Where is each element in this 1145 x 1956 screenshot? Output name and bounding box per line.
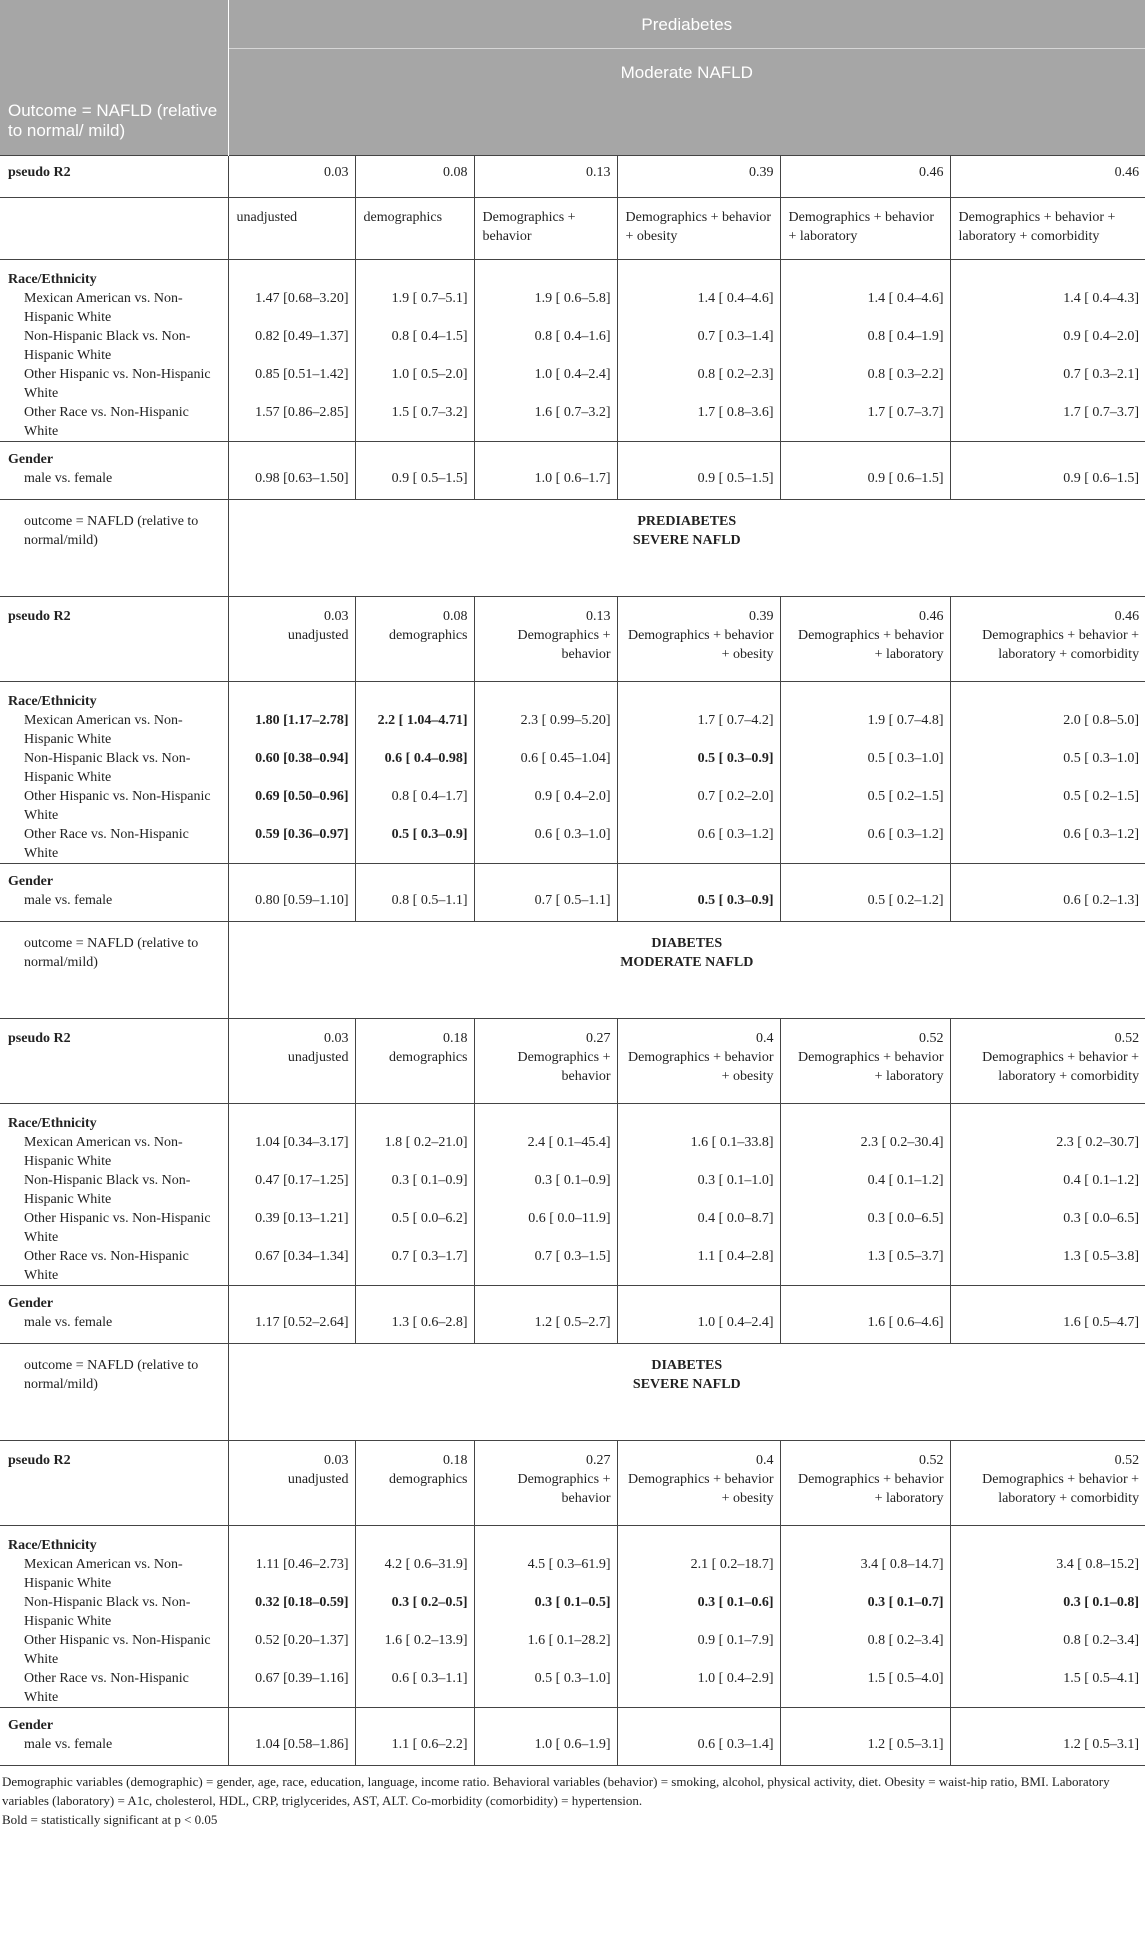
- cell-value: 0.39 [0.13–1.21]: [228, 1209, 355, 1247]
- cell-value: 0.9 [ 0.4–2.0]: [474, 787, 617, 825]
- cell-value: 0.59 [0.36–0.97]: [228, 825, 355, 864]
- cell-value: 0.6 [ 0.4–0.98]: [355, 749, 474, 787]
- gender-label: Gender: [0, 442, 228, 470]
- cell-value: 0.7 [ 0.3–2.1]: [1063, 367, 1140, 382]
- row-label: Mexican American vs. Non-Hispanic White: [0, 1133, 228, 1171]
- cell-value: 1.80 [1.17–2.78]: [228, 711, 355, 749]
- cell-value: 2.3 [ 0.99–5.20]: [474, 711, 617, 749]
- r2-value: 0.46: [780, 156, 950, 198]
- cell-value: 0.7 [ 0.3–1.7]: [355, 1247, 474, 1286]
- cell-value: 0.9 [ 0.1–7.9]: [617, 1631, 780, 1669]
- severity-header: Moderate NAFLD: [228, 49, 1145, 156]
- cell-value: 0.69 [0.50–0.96]: [228, 787, 355, 825]
- cell-value: 1.8 [ 0.2–21.0]: [355, 1133, 474, 1171]
- cell-value: 1.6 [ 0.2–13.9]: [355, 1631, 474, 1669]
- cell-value: 1.57 [0.86–2.85]: [228, 403, 355, 442]
- cell-value: 0.32 [0.18–0.59]: [228, 1593, 355, 1631]
- cell-value: 1.9 [ 0.7–5.1]: [355, 289, 474, 327]
- model-name: Demographics + behavior: [517, 1472, 611, 1506]
- cell-value: 1.7 [ 0.8–3.6]: [617, 403, 780, 442]
- model-name: unadjusted: [287, 1472, 349, 1487]
- model-name: Demographics + behavior + laboratory + comorbidity: [982, 1472, 1140, 1506]
- model-name: demographics: [355, 198, 474, 260]
- r2-value: 0.03: [324, 1031, 349, 1046]
- cell-value: 0.7 [ 0.2–2.0]: [617, 787, 780, 825]
- cell-value: 0.3 [ 0.1–0.5]: [474, 1593, 617, 1631]
- cell-value: 1.9 [ 0.6–5.8]: [474, 289, 617, 327]
- cell-value: 1.0 [ 0.5–2.0]: [355, 365, 474, 403]
- cell-value: 1.2 [ 0.5–2.7]: [474, 1313, 617, 1344]
- cell-value: 1.7 [ 0.7–3.7]: [950, 403, 1145, 442]
- group-header: Prediabetes: [228, 0, 1145, 49]
- r2-value: 0.27: [586, 1031, 611, 1046]
- r2-value: 0.39: [617, 156, 780, 198]
- cell-value: 1.6 [ 0.1–28.2]: [474, 1631, 617, 1669]
- cell-value: 0.4 [ 0.1–1.2]: [1063, 1173, 1140, 1188]
- footnote-variables: Demographic variables (demographic) = gender, age, race, education, language, income ratio. Behavioral variables (behavior) = smoking, alcohol, physical activity, diet. Obesity = waist-hip ratio, BMI. Laboratory variables (laboratory) = A1c, cholesterol, HDL, CRP, triglycerides, AST, ALT. Co-morbidity (comorbidity) = hypertension.: [2, 1774, 1110, 1808]
- table-row: [0, 711, 1145, 749]
- row-label: male vs. female: [0, 469, 228, 500]
- cell-value: 0.9 [ 0.5–1.5]: [617, 469, 780, 500]
- r2-value: 0.39: [749, 609, 774, 624]
- cell-value: 0.8 [ 0.4–1.6]: [474, 327, 617, 365]
- r2-value: 0.08: [443, 609, 468, 624]
- row-label: male vs. female: [0, 1735, 228, 1766]
- pseudo-r2-row: [0, 1019, 1145, 1104]
- model-name: Demographics + behavior + obesity: [627, 1050, 774, 1084]
- cell-value: 0.8 [ 0.4–1.5]: [355, 327, 474, 365]
- cell-value: 0.8 [ 0.4–1.9]: [780, 327, 950, 365]
- model-name: demographics: [388, 628, 468, 643]
- gender-label: Gender: [0, 1708, 228, 1736]
- model-names-row: [0, 198, 1145, 260]
- row-label: Mexican American vs. Non-Hispanic White: [0, 711, 228, 749]
- race-category-row: [0, 682, 1145, 712]
- cell-value: 0.3 [ 0.1–0.6]: [617, 1593, 780, 1631]
- cell-value: 0.4 [ 0.0–8.7]: [617, 1209, 780, 1247]
- row-label: Mexican American vs. Non-Hispanic White: [0, 289, 228, 327]
- outcome-header: Outcome = NAFLD (relative to normal/ mild): [0, 0, 228, 156]
- r2-value: 0.03: [228, 156, 355, 198]
- cell-value: 1.17 [0.52–2.64]: [228, 1313, 355, 1344]
- section-outcome: outcome = NAFLD (relative to normal/mild): [0, 1344, 228, 1441]
- footnote-significance: Bold = statistically significant at p < 0.05: [2, 1812, 218, 1827]
- cell-value: 0.8 [ 0.4–1.7]: [355, 787, 474, 825]
- cell-value: 1.7 [ 0.7–3.7]: [780, 403, 950, 442]
- race-ethnicity-label: Race/Ethnicity: [0, 682, 228, 712]
- cell-value: 1.1 [ 0.6–2.2]: [355, 1735, 474, 1766]
- cell-value: 0.9 [ 0.6–1.5]: [950, 469, 1145, 500]
- cell-value: 0.7 [ 0.5–1.1]: [474, 891, 617, 922]
- section-header-row: [0, 922, 1145, 1019]
- model-name: Demographics + behavior + laboratory + comorbidity: [982, 1050, 1140, 1084]
- cell-value: 0.5 [ 0.2–1.5]: [780, 787, 950, 825]
- cell-value: 0.5 [ 0.3–0.9]: [617, 749, 780, 787]
- cell-value: 0.3 [ 0.0–6.5]: [1063, 1211, 1140, 1226]
- cell-value: 0.6 [ 0.2–1.3]: [950, 891, 1145, 922]
- section-subtitle: SEVERE NAFLD: [632, 533, 741, 548]
- cell-value: 4.5 [ 0.3–61.9]: [474, 1555, 617, 1593]
- cell-value: 1.0 [ 0.4–2.9]: [617, 1669, 780, 1708]
- gender-category-row: [0, 1708, 1145, 1736]
- cell-value: 1.2 [ 0.5–3.1]: [950, 1735, 1145, 1766]
- cell-value: 3.4 [ 0.8–15.2]: [1056, 1557, 1140, 1572]
- model-name: Demographics + behavior + laboratory: [797, 628, 944, 662]
- table-row: [0, 825, 1145, 864]
- cell-value: 1.6 [ 0.6–4.6]: [780, 1313, 950, 1344]
- cell-value: 0.7 [ 0.3–1.5]: [474, 1247, 617, 1286]
- r2-value: 0.46: [1114, 609, 1140, 624]
- cell-value: 1.3 [ 0.6–2.8]: [355, 1313, 474, 1344]
- model-name: demographics: [388, 1050, 468, 1065]
- cell-value: 0.47 [0.17–1.25]: [228, 1171, 355, 1209]
- gender-label: Gender: [0, 864, 228, 892]
- cell-value: 1.04 [0.58–1.86]: [228, 1735, 355, 1766]
- r2-value: 0.18: [443, 1031, 468, 1046]
- cell-value: 0.3 [ 0.1–0.9]: [355, 1171, 474, 1209]
- cell-value: 1.0 [ 0.4–2.4]: [617, 1313, 780, 1344]
- model-name: Demographics + behavior + laboratory: [797, 1472, 944, 1506]
- cell-value: 1.6 [ 0.7–3.2]: [474, 403, 617, 442]
- gender-category-row: [0, 1286, 1145, 1314]
- model-name: Demographics + behavior + obesity: [627, 1472, 774, 1506]
- cell-value: 0.3 [ 0.1–1.0]: [617, 1171, 780, 1209]
- r2-value: 0.52: [1114, 1031, 1140, 1046]
- table-row: [0, 1313, 1145, 1344]
- pseudo-r2-label: pseudo R2: [0, 1019, 228, 1104]
- table-row: [0, 1171, 1145, 1209]
- cell-value: 2.1 [ 0.2–18.7]: [617, 1555, 780, 1593]
- section-outcome: outcome = NAFLD (relative to normal/mild): [0, 922, 228, 1019]
- section-subtitle: SEVERE NAFLD: [632, 1377, 741, 1392]
- cell-value: 0.60 [0.38–0.94]: [228, 749, 355, 787]
- cell-value: 0.6 [ 0.45–1.04]: [474, 749, 617, 787]
- row-label: male vs. female: [0, 891, 228, 922]
- cell-value: 2.0 [ 0.8–5.0]: [1063, 713, 1140, 728]
- cell-value: 0.3 [ 0.1–0.8]: [1063, 1595, 1140, 1610]
- row-label: Other Race vs. Non-Hispanic White: [0, 1669, 228, 1708]
- model-name: Demographics + behavior: [474, 198, 617, 260]
- r2-value: 0.18: [443, 1453, 468, 1468]
- model-name: Demographics + behavior + obesity: [617, 198, 780, 260]
- model-name: Demographics + behavior + laboratory + comorbidity: [982, 628, 1140, 662]
- cell-value: 0.6 [ 0.3–1.4]: [617, 1735, 780, 1766]
- race-category-row: [0, 1526, 1145, 1556]
- race-category-row: [0, 260, 1145, 290]
- row-label: Non-Hispanic Black vs. Non-Hispanic White: [0, 749, 228, 787]
- race-category-row: [0, 1104, 1145, 1134]
- r2-value: 0.52: [919, 1453, 944, 1468]
- cell-value: 1.6 [ 0.5–4.7]: [950, 1313, 1145, 1344]
- cell-value: 1.3 [ 0.5–3.8]: [950, 1247, 1145, 1286]
- section-subtitle: MODERATE NAFLD: [620, 955, 754, 970]
- cell-value: 3.4 [ 0.8–14.7]: [780, 1555, 950, 1593]
- cell-value: 0.3 [ 0.1–0.7]: [780, 1593, 950, 1631]
- row-label: Other Hispanic vs. Non-Hispanic White: [0, 1631, 228, 1669]
- table-row: [0, 749, 1145, 787]
- cell-value: 2.3 [ 0.2–30.7]: [1056, 1135, 1140, 1150]
- race-ethnicity-label: Race/Ethnicity: [0, 1526, 228, 1556]
- cell-value: 0.67 [0.39–1.16]: [228, 1669, 355, 1708]
- gender-category-row: [0, 864, 1145, 892]
- table-row: [0, 327, 1145, 365]
- model-name: Demographics + behavior + laboratory + comorbidity: [950, 198, 1145, 260]
- cell-value: 1.5 [ 0.5–4.1]: [950, 1669, 1145, 1708]
- cell-value: 0.85 [0.51–1.42]: [228, 365, 355, 403]
- cell-value: 1.4 [ 0.4–4.6]: [617, 289, 780, 327]
- cell-value: 0.8 [ 0.5–1.1]: [355, 891, 474, 922]
- table-row: [0, 1735, 1145, 1766]
- cell-value: 0.5 [ 0.3–0.9]: [355, 825, 474, 864]
- r2-value: 0.03: [324, 609, 349, 624]
- table-row: [0, 289, 1145, 327]
- cell-value: 0.9 [ 0.6–1.5]: [780, 469, 950, 500]
- row-label: Non-Hispanic Black vs. Non-Hispanic White: [0, 327, 228, 365]
- section-header-row: [0, 1344, 1145, 1441]
- cell-value: 0.9 [ 0.4–2.0]: [1063, 329, 1140, 344]
- cell-value: 1.4 [ 0.4–4.6]: [780, 289, 950, 327]
- cell-value: 1.7 [ 0.7–4.2]: [617, 711, 780, 749]
- section-title: DIABETES: [651, 936, 723, 951]
- section-title: DIABETES: [651, 1358, 723, 1373]
- table-row: [0, 1669, 1145, 1708]
- race-ethnicity-label: Race/Ethnicity: [0, 260, 228, 290]
- model-name: unadjusted: [287, 1050, 349, 1065]
- cell-value: 1.47 [0.68–3.20]: [228, 289, 355, 327]
- cell-value: 0.6 [ 0.0–11.9]: [474, 1209, 617, 1247]
- table-row: [0, 891, 1145, 922]
- cell-value: 0.80 [0.59–1.10]: [228, 891, 355, 922]
- cell-value: 1.6 [ 0.1–33.8]: [617, 1133, 780, 1171]
- cell-value: 0.9 [ 0.5–1.5]: [355, 469, 474, 500]
- r2-value: 0.27: [586, 1453, 611, 1468]
- cell-value: 1.5 [ 0.7–3.2]: [355, 403, 474, 442]
- cell-value: 0.6 [ 0.3–1.2]: [950, 825, 1145, 864]
- cell-value: 1.5 [ 0.5–4.0]: [780, 1669, 950, 1708]
- pseudo-r2-label: pseudo R2: [0, 597, 228, 682]
- r2-value: 0.03: [324, 1453, 349, 1468]
- table-footnote: [0, 1766, 1142, 1829]
- cell-value: 0.5 [ 0.2–1.5]: [1063, 789, 1140, 804]
- cell-value: 0.52 [0.20–1.37]: [228, 1631, 355, 1669]
- row-label: Mexican American vs. Non-Hispanic White: [0, 1555, 228, 1593]
- cell-value: 1.4 [ 0.4–4.3]: [1063, 291, 1140, 306]
- race-ethnicity-label: Race/Ethnicity: [0, 1104, 228, 1134]
- r2-value: 0.4: [756, 1031, 774, 1046]
- table-row: [0, 403, 1145, 442]
- pseudo-r2-row: [0, 597, 1145, 682]
- gender-category-row: [0, 442, 1145, 470]
- cell-value: 0.6 [ 0.3–1.2]: [780, 825, 950, 864]
- table-row: [0, 1247, 1145, 1286]
- cell-value: 0.7 [ 0.3–1.4]: [617, 327, 780, 365]
- cell-value: 2.2 [ 1.04–4.71]: [355, 711, 474, 749]
- model-name: Demographics + behavior + obesity: [627, 628, 774, 662]
- cell-value: 1.2 [ 0.5–3.1]: [780, 1735, 950, 1766]
- row-label: Other Hispanic vs. Non-Hispanic White: [0, 1209, 228, 1247]
- r2-value: 0.13: [586, 609, 611, 624]
- cell-value: 0.98 [0.63–1.50]: [228, 469, 355, 500]
- cell-value: 1.3 [ 0.5–3.7]: [780, 1247, 950, 1286]
- model-name: Demographics + behavior: [517, 628, 611, 662]
- pseudo-r2-label: pseudo R2: [0, 156, 228, 198]
- r2-value: 0.52: [919, 1031, 944, 1046]
- model-name: Demographics + behavior + laboratory: [797, 1050, 944, 1084]
- cell-value: 0.5 [ 0.0–6.2]: [355, 1209, 474, 1247]
- table-row: [0, 1593, 1145, 1631]
- cell-value: 0.5 [ 0.3–0.9]: [617, 891, 780, 922]
- cell-value: 4.2 [ 0.6–31.9]: [355, 1555, 474, 1593]
- cell-value: 0.4 [ 0.1–1.2]: [780, 1171, 950, 1209]
- r2-value: 0.4: [756, 1453, 774, 1468]
- model-name: unadjusted: [287, 628, 349, 643]
- row-label: Other Race vs. Non-Hispanic White: [0, 1247, 228, 1286]
- cell-value: 1.0 [ 0.4–2.4]: [474, 365, 617, 403]
- table-row: [0, 365, 1145, 403]
- r2-value: 0.46: [950, 156, 1145, 198]
- cell-value: 1.0 [ 0.6–1.7]: [474, 469, 617, 500]
- cell-value: 1.04 [0.34–3.17]: [228, 1133, 355, 1171]
- row-label: male vs. female: [0, 1313, 228, 1344]
- cell-value: 0.8 [ 0.3–2.2]: [780, 365, 950, 403]
- row-label: Other Race vs. Non-Hispanic White: [0, 825, 228, 864]
- cell-value: 0.5 [ 0.3–1.0]: [780, 749, 950, 787]
- cell-value: 0.6 [ 0.3–1.0]: [474, 825, 617, 864]
- model-name: Demographics + behavior: [517, 1050, 611, 1084]
- cell-value: 1.9 [ 0.7–4.8]: [780, 711, 950, 749]
- cell-value: 1.0 [ 0.6–1.9]: [474, 1735, 617, 1766]
- cell-value: 0.5 [ 0.2–1.2]: [780, 891, 950, 922]
- r2-value: 0.13: [474, 156, 617, 198]
- cell-value: 0.3 [ 0.2–0.5]: [355, 1593, 474, 1631]
- cell-value: 0.6 [ 0.3–1.2]: [617, 825, 780, 864]
- cell-value: 2.3 [ 0.2–30.4]: [780, 1133, 950, 1171]
- row-label: Other Hispanic vs. Non-Hispanic White: [0, 365, 228, 403]
- r2-value: 0.08: [355, 156, 474, 198]
- section-outcome: outcome = NAFLD (relative to normal/mild): [0, 500, 228, 597]
- table-row: [0, 787, 1145, 825]
- table-row: [0, 469, 1145, 500]
- r2-value: 0.46: [919, 609, 944, 624]
- section-header-row: [0, 500, 1145, 597]
- table-row: [0, 1631, 1145, 1669]
- cell-value: 0.6 [ 0.3–1.1]: [355, 1669, 474, 1708]
- table-row: [0, 1555, 1145, 1593]
- cell-value: 0.8 [ 0.2–3.4]: [780, 1631, 950, 1669]
- cell-value: 0.8 [ 0.2–2.3]: [617, 365, 780, 403]
- cell-value: 0.5 [ 0.3–1.0]: [1063, 751, 1140, 766]
- table-row: [0, 1133, 1145, 1171]
- cell-value: 0.5 [ 0.3–1.0]: [474, 1669, 617, 1708]
- r2-value: 0.52: [1114, 1453, 1140, 1468]
- cell-value: 0.8 [ 0.2–3.4]: [1063, 1633, 1140, 1648]
- model-name: Demographics + behavior + laboratory: [780, 198, 950, 260]
- gender-label: Gender: [0, 1286, 228, 1314]
- model-name: demographics: [388, 1472, 468, 1487]
- cell-value: 0.67 [0.34–1.34]: [228, 1247, 355, 1286]
- table-row: [0, 1209, 1145, 1247]
- cell-value: 1.1 [ 0.4–2.8]: [617, 1247, 780, 1286]
- row-label: Non-Hispanic Black vs. Non-Hispanic White: [0, 1171, 228, 1209]
- cell-value: 2.4 [ 0.1–45.4]: [474, 1133, 617, 1171]
- model-name: unadjusted: [228, 198, 355, 260]
- row-label: Other Race vs. Non-Hispanic White: [0, 403, 228, 442]
- row-label: Non-Hispanic Black vs. Non-Hispanic White: [0, 1593, 228, 1631]
- cell-value: 0.3 [ 0.0–6.5]: [780, 1209, 950, 1247]
- cell-value: 0.3 [ 0.1–0.9]: [474, 1171, 617, 1209]
- pseudo-r2-row: [0, 1441, 1145, 1526]
- row-label: Other Hispanic vs. Non-Hispanic White: [0, 787, 228, 825]
- pseudo-r2-row: [0, 156, 1145, 198]
- cell-value: 1.11 [0.46–2.73]: [228, 1555, 355, 1593]
- pseudo-r2-label: pseudo R2: [0, 1441, 228, 1526]
- section-title: PREDIABETES: [637, 514, 737, 529]
- cell-value: 0.82 [0.49–1.37]: [228, 327, 355, 365]
